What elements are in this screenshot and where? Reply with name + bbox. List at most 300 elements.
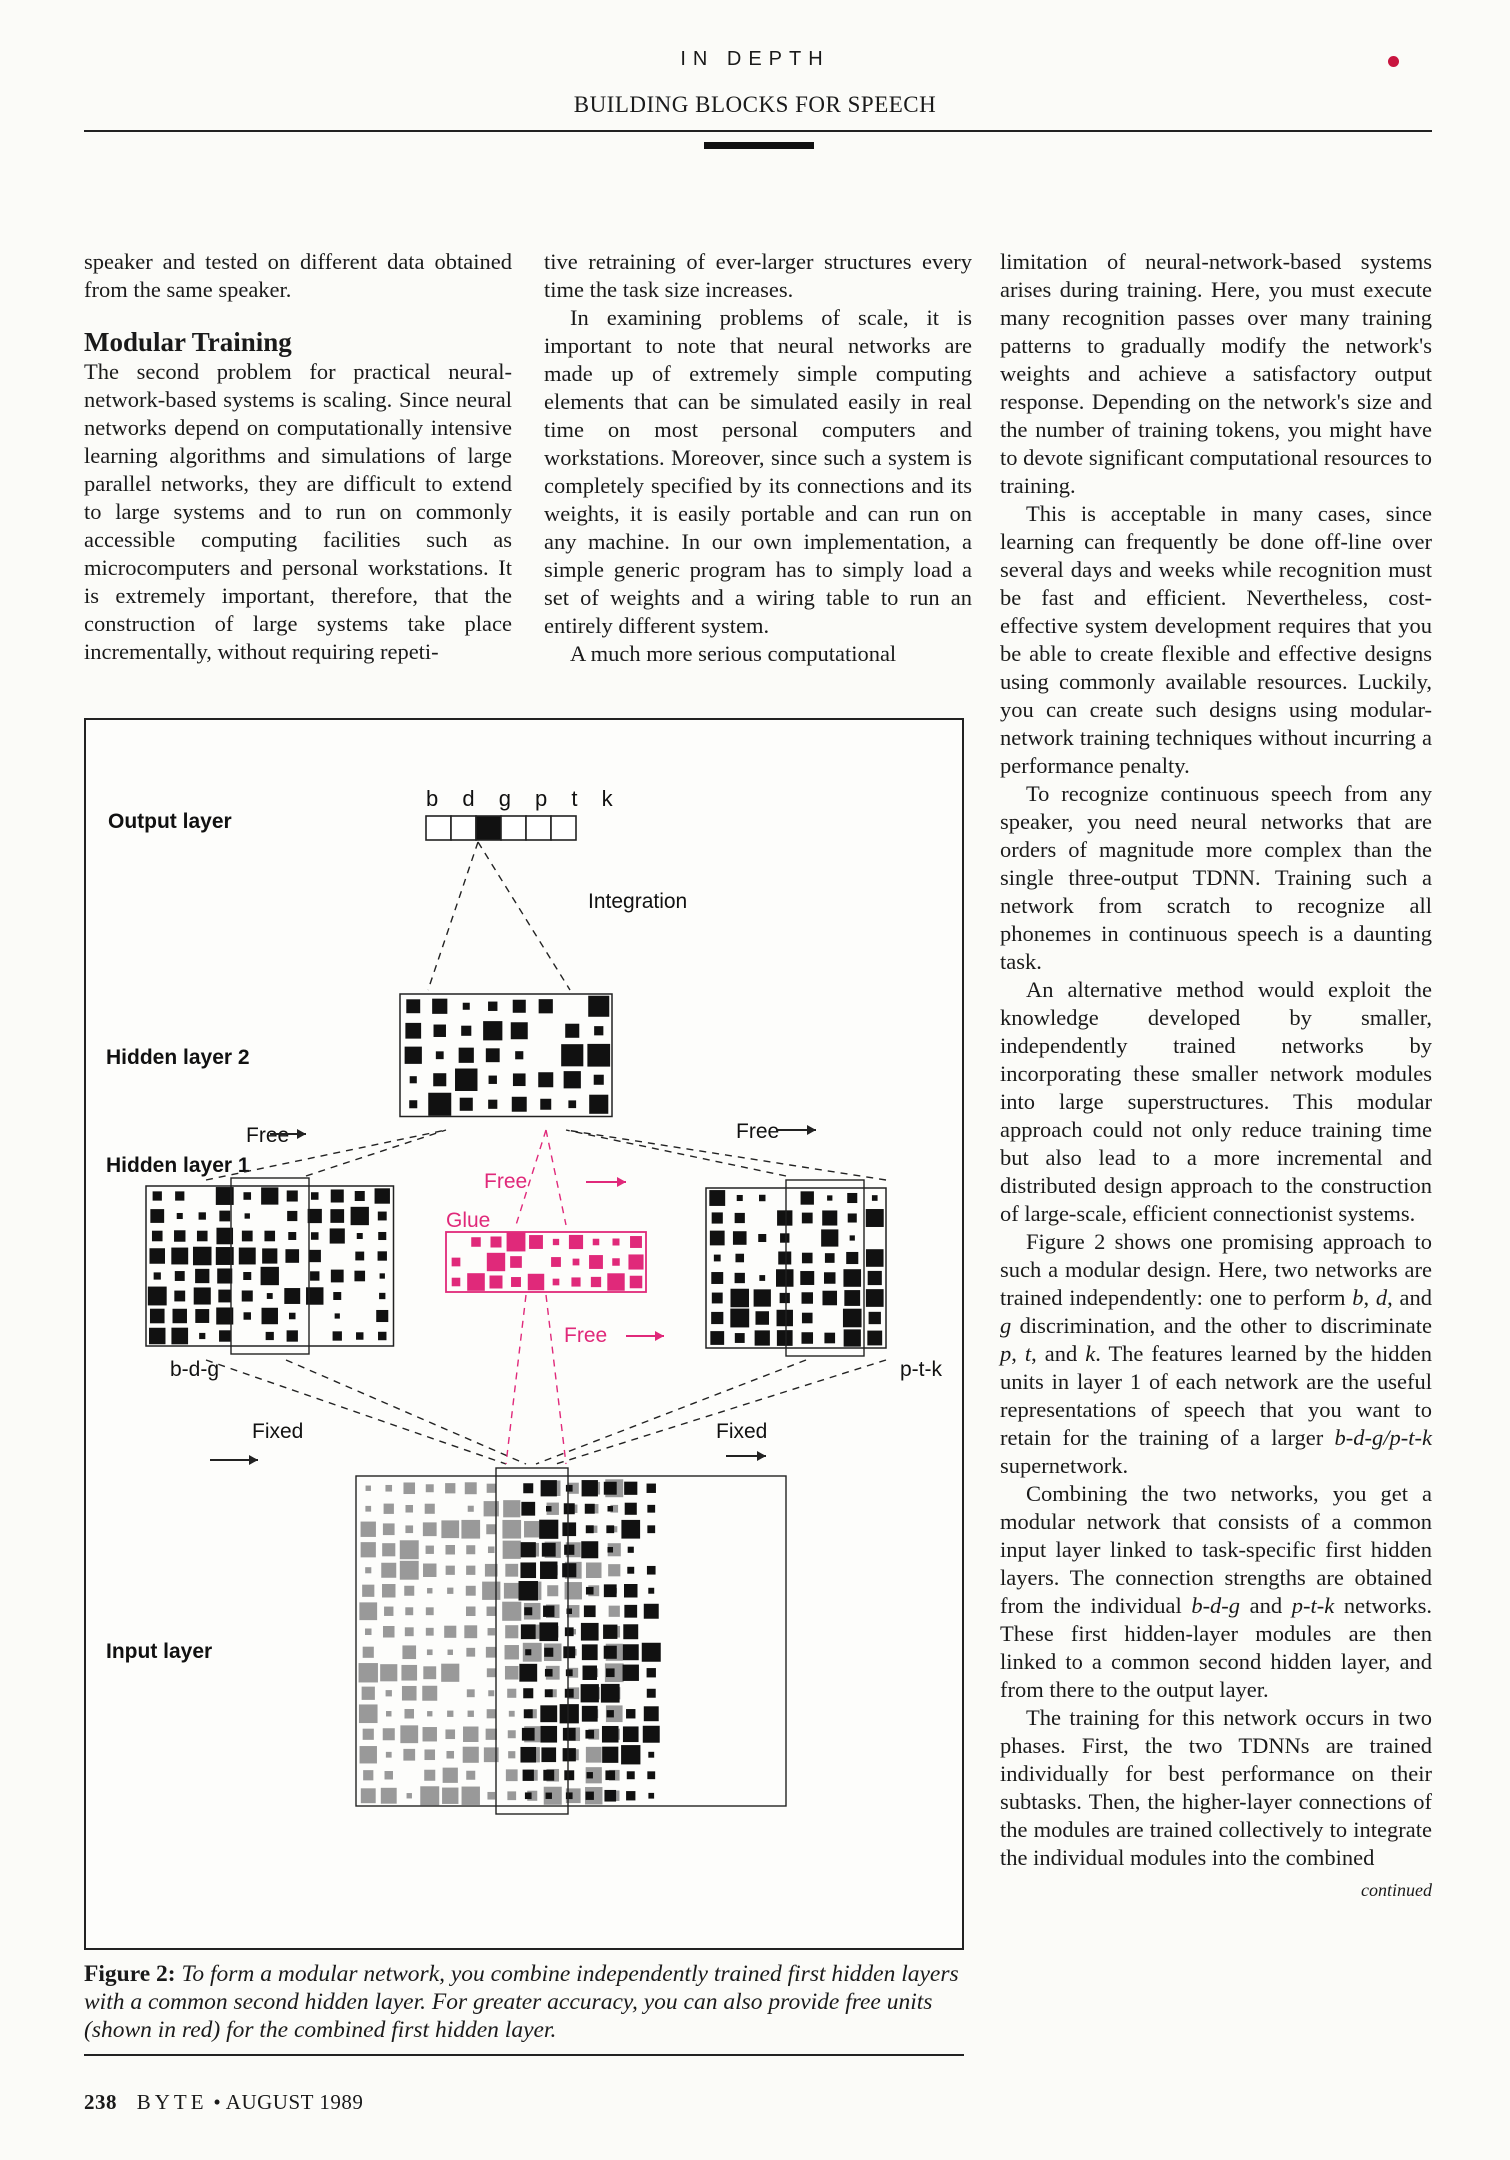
input-right-unit: [581, 1684, 599, 1702]
hidden1-ptk-unit: [802, 1292, 813, 1303]
hidden2-unit: [463, 1003, 470, 1010]
hidden1-ptk-unit: [850, 1235, 855, 1240]
hidden1-ptk-unit: [735, 1254, 744, 1263]
hidden1-bdg-unit: [175, 1191, 184, 1200]
input-left-unit: [509, 1711, 515, 1717]
hidden1-bdg-unit: [311, 1192, 319, 1200]
hidden2-unit: [406, 999, 420, 1013]
input-right-unit: [623, 1726, 639, 1742]
issue-date: AUGUST 1989: [225, 2090, 364, 2114]
input-right-unit: [604, 1646, 617, 1659]
hidden2-unit: [561, 1044, 583, 1066]
hidden1-ptk-unit: [711, 1272, 723, 1284]
glue-unit: [589, 1255, 603, 1269]
hidden1-bdg-unit: [309, 1250, 321, 1262]
input-left-unit: [503, 1541, 521, 1559]
input-right-unit: [648, 1588, 654, 1594]
hidden1-bdg-unit: [177, 1213, 183, 1219]
column-1: [84, 248, 512, 666]
input-right-unit: [582, 1480, 598, 1496]
input-right-unit: [582, 1706, 598, 1722]
hidden1-bdg-unit: [262, 1308, 278, 1324]
input-left-unit: [466, 1545, 475, 1554]
hidden2-unit: [428, 1093, 451, 1116]
input-left-unit: [609, 1606, 620, 1617]
input-right-unit: [606, 1668, 615, 1677]
hidden1-ptk-unit: [868, 1271, 882, 1285]
input-left-unit: [362, 1687, 375, 1700]
hidden1-bdg-unit: [171, 1248, 188, 1265]
hidden1-ptk-unit: [866, 1249, 884, 1267]
hidden1-ptk-unit: [822, 1210, 837, 1225]
input-left-unit: [487, 1668, 496, 1677]
input-left-unit: [445, 1545, 455, 1555]
hidden1-bdg-unit: [243, 1272, 251, 1280]
input-left-unit: [508, 1730, 516, 1738]
input-right-unit: [563, 1728, 576, 1741]
input-left-unit: [441, 1520, 459, 1538]
figure-caption: [84, 1960, 964, 2044]
input-right-unit: [602, 1726, 619, 1743]
label-fixed-left: Fixed: [252, 1420, 304, 1443]
hidden1-ptk-unit: [867, 1331, 882, 1346]
hidden2-unit: [405, 1047, 422, 1064]
hidden1-bdg-unit: [288, 1232, 296, 1240]
hidden1-bdg-unit: [287, 1330, 298, 1341]
header-tab: [704, 142, 814, 149]
input-left-unit: [441, 1664, 459, 1682]
input-left-unit: [463, 1747, 479, 1763]
hidden1-ptk-unit: [712, 1293, 723, 1304]
input-right-unit: [605, 1770, 615, 1780]
hidden1-ptk-unit: [800, 1271, 814, 1285]
input-right-unit: [541, 1747, 556, 1762]
output-unit: [451, 816, 476, 840]
connection-line: [556, 1360, 886, 1464]
connection-line: [546, 1130, 566, 1225]
hidden1-bdg-unit: [266, 1332, 274, 1340]
input-left-unit: [403, 1482, 415, 1494]
hidden1-bdg-unit: [199, 1333, 205, 1339]
input-left-unit: [446, 1751, 454, 1759]
input-left-unit: [448, 1650, 453, 1655]
input-right-unit: [586, 1792, 594, 1800]
magazine-name: BYTE: [136, 2090, 208, 2114]
hidden2-unit: [483, 1021, 502, 1040]
connection-line: [566, 1130, 886, 1180]
figure-rule: [84, 2054, 964, 2056]
hidden1-ptk-unit: [844, 1290, 860, 1306]
hidden1-bdg-unit: [308, 1209, 322, 1223]
hidden1-bdg-unit: [218, 1290, 231, 1303]
hidden2-unit: [564, 1071, 581, 1088]
hidden1-bdg-unit: [150, 1309, 165, 1324]
hidden1-ptk-unit: [777, 1210, 792, 1225]
hidden1-ptk-unit: [710, 1331, 724, 1345]
label-free-right: Free: [736, 1120, 780, 1143]
hidden1-bdg-unit: [378, 1332, 386, 1340]
hidden1-bdg-unit: [150, 1209, 164, 1223]
hidden1-ptk-unit: [759, 1195, 765, 1201]
connection-line: [286, 1360, 526, 1464]
hidden1-bdg-unit: [264, 1231, 275, 1242]
input-right-unit: [562, 1522, 576, 1536]
arrow-head-icon: [249, 1455, 258, 1465]
input-left-unit: [363, 1729, 374, 1740]
input-left-unit: [423, 1727, 437, 1741]
input-right-unit: [563, 1748, 576, 1761]
hidden1-bdg-unit: [174, 1230, 185, 1241]
input-right-unit: [586, 1587, 594, 1595]
glue-unit: [467, 1273, 485, 1291]
input-right-unit: [627, 1567, 634, 1574]
input-right-unit: [647, 1484, 656, 1493]
hidden1-bdg-unit: [351, 1207, 369, 1225]
hidden2-unit: [489, 1076, 497, 1084]
input-left-unit: [427, 1711, 432, 1716]
hidden1-bdg-unit: [380, 1273, 385, 1278]
input-left-unit: [386, 1711, 391, 1716]
input-left-unit: [359, 1704, 378, 1723]
input-left-unit: [507, 1689, 516, 1698]
input-right-unit: [628, 1547, 634, 1553]
input-right-unit: [584, 1605, 596, 1617]
label-input-layer: Input layer: [106, 1640, 213, 1663]
hidden1-bdg-unit: [195, 1269, 209, 1283]
input-right-unit: [560, 1704, 579, 1723]
caption-label: Figure 2:: [84, 1961, 176, 1987]
input-right-unit: [525, 1649, 531, 1655]
input-right-unit: [624, 1584, 637, 1597]
hidden1-bdg-unit: [335, 1313, 340, 1318]
unit-grids: [146, 816, 886, 1814]
input-left-unit: [461, 1520, 480, 1539]
hidden1-bdg-unit: [330, 1228, 345, 1243]
hidden2-unit: [455, 1069, 477, 1091]
input-right-unit: [644, 1604, 659, 1619]
input-left-unit: [425, 1504, 435, 1514]
input-right-unit: [582, 1644, 598, 1660]
input-left-unit: [361, 1542, 376, 1557]
hidden1-bdg-unit: [375, 1188, 390, 1203]
input-left-unit: [360, 1746, 377, 1763]
connection-line: [536, 1360, 806, 1464]
input-right-unit: [524, 1607, 532, 1615]
input-left-unit: [426, 1607, 434, 1615]
input-right-unit: [566, 1485, 573, 1492]
input-left-unit: [365, 1506, 371, 1512]
input-right-unit: [521, 1502, 535, 1516]
hidden2-unit: [434, 1025, 446, 1037]
input-right-unit: [626, 1791, 635, 1800]
input-right-unit: [520, 1562, 536, 1578]
output-unit: [426, 816, 451, 840]
glue-unit: [471, 1237, 481, 1247]
input-left-unit: [426, 1546, 434, 1554]
input-left-unit: [384, 1504, 394, 1514]
input-left-unit: [400, 1725, 418, 1743]
input-left-unit: [565, 1582, 582, 1599]
glue-unit: [612, 1258, 619, 1265]
hidden2-unit: [539, 999, 553, 1013]
hidden1-ptk-unit: [776, 1269, 793, 1286]
glue-unit: [630, 1276, 643, 1289]
input-left-unit: [486, 1729, 497, 1740]
input-right-unit: [587, 1772, 593, 1778]
input-right-unit: [545, 1669, 553, 1677]
hidden1-bdg-unit: [217, 1268, 232, 1283]
label-integration: Integration: [588, 890, 688, 913]
hidden1-bdg-unit: [245, 1213, 250, 1218]
hidden1-ptk-unit: [866, 1289, 884, 1307]
input-left-unit: [488, 1690, 494, 1696]
input-right-unit: [607, 1710, 614, 1717]
arrow-head-icon: [757, 1451, 766, 1461]
input-left-unit: [365, 1567, 371, 1573]
glue-unit: [553, 1239, 559, 1245]
hidden2-unit: [512, 1097, 527, 1112]
input-right-unit: [647, 1525, 655, 1533]
hidden2-unit: [515, 1051, 523, 1059]
glue-unit: [490, 1276, 503, 1289]
input-left-unit: [359, 1602, 377, 1620]
input-right-unit: [562, 1563, 576, 1577]
hidden1-ptk-unit: [846, 1252, 858, 1264]
input-left-unit: [381, 1563, 396, 1578]
input-right-unit: [648, 1793, 654, 1799]
col2-paragraph-2: In examining problems of scale, it is important to note that neural networks are made up of extremely simple computing elements that can be simulated easily in real time on most personal computers and workstations. Moreover, since such a system is completely specified by its connections and its weights, it is easily portable and can run on any machine. In our own implementation, a simple generic program has to simply load a set of weights and a wiring table to run an entirely different system.: [544, 305, 972, 638]
input-right-unit: [624, 1605, 637, 1618]
input-left-unit: [420, 1786, 439, 1805]
input-right-unit: [648, 1752, 654, 1758]
input-left-unit: [402, 1645, 416, 1659]
figure-2: [84, 718, 964, 1950]
hidden1-bdg-unit: [378, 1251, 387, 1260]
input-right-unit: [643, 1726, 660, 1743]
hidden1-bdg-unit: [354, 1271, 365, 1282]
hidden1-bdg-unit: [355, 1252, 364, 1261]
hidden1-bdg-unit: [261, 1267, 279, 1285]
col3-paragraph-4: An alternative method would exploit the knowledge developed by smaller, independently trained networks by incorporating these smaller network modules into large superstructures. This modular approach could not only reduce training time but also lead to a more incremental and distributed design approach to the construction of large-scale, efficient connectionist systems.: [1000, 977, 1432, 1226]
input-right-unit: [604, 1790, 616, 1802]
input-right-unit: [523, 1688, 533, 1698]
hidden1-ptk-unit: [730, 1309, 749, 1328]
hidden1-ptk-unit: [821, 1229, 838, 1246]
hidden1-ptk-unit: [866, 1209, 884, 1227]
hidden1-bdg-unit: [267, 1293, 273, 1299]
input-right-unit: [585, 1504, 595, 1514]
column-3: [1000, 248, 1432, 1904]
section-dot-icon: [1388, 56, 1399, 67]
input-right-unit: [621, 1520, 640, 1539]
hidden1-ptk-unit: [801, 1332, 813, 1344]
hidden1-ptk-unit: [711, 1312, 723, 1324]
input-right-unit: [647, 1771, 655, 1779]
label-output-layer: Output layer: [108, 810, 232, 833]
output-unit-labels: b d g p t k: [426, 786, 622, 811]
hidden1-bdg-unit: [242, 1231, 253, 1242]
hidden2-unit: [409, 1100, 417, 1108]
input-right-unit: [525, 1792, 532, 1799]
input-right-unit: [520, 1747, 536, 1763]
glue-unit: [528, 1274, 544, 1290]
hidden1-ptk-unit: [735, 1273, 745, 1283]
hidden1-bdg-unit: [175, 1271, 185, 1281]
hidden2-unit: [513, 1073, 526, 1086]
input-left-unit: [404, 1586, 414, 1596]
label-bdg: b-d-g: [170, 1358, 220, 1381]
input-left-unit: [361, 1788, 376, 1803]
input-right-unit: [543, 1606, 554, 1617]
hidden1-bdg-unit: [195, 1309, 209, 1323]
input-left-unit: [426, 1484, 434, 1492]
connection-line: [506, 1295, 526, 1464]
input-left-unit: [547, 1585, 558, 1596]
input-left-unit: [383, 1626, 395, 1638]
glue-unit: [569, 1235, 583, 1249]
glue-unit: [628, 1254, 643, 1269]
hidden1-ptk-unit: [755, 1330, 770, 1345]
input-right-unit: [521, 1542, 536, 1557]
input-right-unit: [627, 1771, 635, 1779]
input-left-unit: [486, 1647, 497, 1658]
arrow-head-icon: [617, 1177, 626, 1187]
input-left-unit: [404, 1709, 414, 1719]
input-left-unit: [382, 1543, 395, 1556]
hidden1-bdg-unit: [219, 1330, 230, 1341]
arrow-head-icon: [655, 1331, 664, 1341]
glue-unit: [607, 1273, 624, 1290]
hidden1-ptk-unit: [712, 1212, 723, 1223]
input-left-unit: [505, 1645, 519, 1659]
input-right-unit: [564, 1770, 574, 1780]
hidden2-unit: [436, 1051, 444, 1059]
hidden1-bdg-unit: [173, 1309, 187, 1323]
hidden2-unit: [513, 1000, 526, 1013]
input-left-unit: [386, 1752, 392, 1758]
col1-paragraph-1: speaker and tested on different data obtained from the same speaker.: [84, 249, 512, 302]
input-right-unit: [523, 1483, 533, 1493]
hidden1-ptk-unit: [710, 1231, 725, 1246]
input-left-unit: [505, 1666, 519, 1680]
arrow-head-icon: [297, 1129, 306, 1139]
hidden2-unit: [405, 1023, 421, 1039]
hidden1-bdg-unit: [356, 1332, 363, 1339]
hidden1-ptk-unit: [802, 1213, 813, 1224]
glue-unit: [593, 1239, 600, 1246]
input-right-unit: [545, 1689, 553, 1697]
input-left-unit: [422, 1686, 437, 1701]
input-right-unit: [604, 1482, 617, 1495]
input-right-unit: [602, 1747, 618, 1763]
input-right-unit: [563, 1646, 575, 1658]
input-left-unit: [465, 1482, 477, 1494]
input-left-unit: [502, 1602, 521, 1621]
input-right-unit: [647, 1566, 656, 1575]
hidden1-bdg-unit: [285, 1249, 299, 1263]
hidden1-ptk-unit: [824, 1333, 835, 1344]
input-right-unit: [546, 1506, 552, 1512]
input-right-unit: [541, 1480, 557, 1496]
hidden1-bdg-unit: [333, 1292, 341, 1300]
hidden1-bdg-unit: [153, 1191, 162, 1200]
input-right-unit: [585, 1730, 594, 1739]
hidden1-bdg-unit: [333, 1331, 342, 1340]
input-left-unit: [407, 1793, 412, 1798]
hidden2-unit: [433, 1073, 446, 1086]
input-right-unit: [621, 1745, 640, 1764]
hidden1-ptk-unit: [755, 1311, 769, 1325]
input-left-unit: [524, 1521, 540, 1537]
label-glue: Glue: [446, 1209, 491, 1232]
input-left-unit: [466, 1648, 475, 1657]
hidden1-ptk-unit: [848, 1213, 857, 1222]
input-right-unit: [524, 1709, 533, 1718]
input-left-unit: [361, 1522, 376, 1537]
hidden1-bdg-unit: [152, 1231, 163, 1242]
hidden1-bdg-unit: [331, 1189, 344, 1202]
input-left-unit: [466, 1771, 475, 1780]
hidden1-bdg-unit: [357, 1233, 363, 1239]
input-right-unit: [519, 1664, 537, 1682]
input-right-unit: [565, 1689, 574, 1698]
input-right-unit: [564, 1503, 575, 1514]
hidden1-ptk-unit: [780, 1293, 790, 1303]
continued-note: continued: [1361, 1880, 1432, 1900]
input-right-unit: [626, 1709, 635, 1718]
input-right-unit: [606, 1525, 614, 1533]
hidden1-bdg-unit: [376, 1310, 388, 1322]
hidden2-unit: [568, 1100, 576, 1108]
hidden1-bdg-unit: [355, 1191, 365, 1201]
hidden1-bdg-unit: [243, 1192, 251, 1200]
input-right-unit: [565, 1627, 574, 1636]
glue-unit: [507, 1233, 526, 1252]
page-footer: [84, 2090, 363, 2115]
hidden2-unit: [565, 1024, 579, 1038]
hidden1-ptk-unit: [825, 1253, 835, 1263]
glue-unit: [612, 1238, 619, 1245]
hidden1-ptk-unit: [843, 1269, 861, 1287]
input-right-unit: [642, 1643, 661, 1662]
input-left-unit: [586, 1562, 602, 1578]
input-left-unit: [423, 1522, 437, 1536]
column-2: [544, 248, 972, 668]
input-right-unit: [521, 1624, 536, 1639]
hidden1-bdg-unit: [261, 1187, 278, 1204]
hidden1-ptk-unit: [844, 1329, 861, 1346]
input-right-unit: [540, 1562, 557, 1579]
label-free-left: Free: [246, 1124, 290, 1147]
hidden2-unit: [432, 999, 447, 1014]
hidden1-ptk-unit: [733, 1231, 747, 1245]
output-unit: [476, 816, 501, 840]
connection-line: [546, 1295, 566, 1464]
hidden2-unit: [486, 1048, 500, 1062]
hidden2-unit: [410, 1076, 417, 1083]
hidden1-bdg-unit: [289, 1313, 296, 1320]
input-left-unit: [487, 1484, 496, 1493]
input-left-unit: [405, 1525, 413, 1533]
input-right-unit: [586, 1525, 594, 1533]
hidden1-bdg-unit: [262, 1248, 277, 1263]
input-right-unit: [542, 1543, 556, 1557]
input-right-unit: [603, 1625, 617, 1639]
output-unit: [551, 816, 576, 840]
input-left-unit: [427, 1588, 432, 1593]
hidden1-bdg-unit: [244, 1312, 251, 1319]
input-left-unit: [382, 1584, 395, 1597]
